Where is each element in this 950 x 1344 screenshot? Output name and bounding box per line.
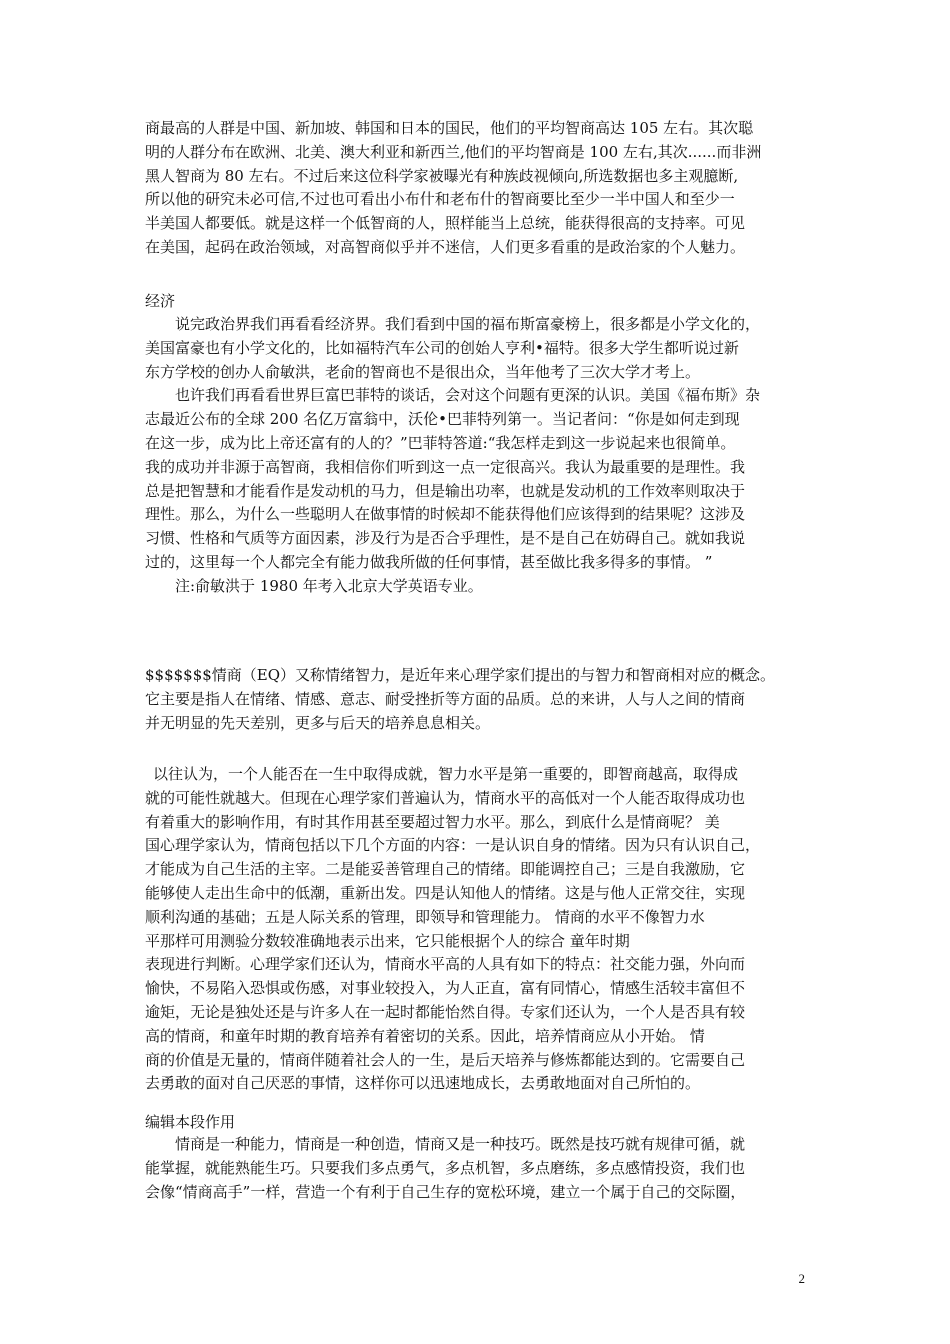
text-line: 愉快，不易陷入恐惧或伤感，对事业较投入，为人正直，富有同情心，情感生活较丰富但不: [145, 979, 746, 998]
text-line: 去勇敢的面对自己厌恶的事情，这样你可以迅速地成长，去勇敢地面对自己所怕的。: [145, 1074, 701, 1093]
text-line: 志最近公布的全球 200 名亿万富翁中，沃伦•巴菲特列第一。当记者问：“你是如何走到现: [145, 410, 740, 429]
section-heading-economy: 经济: [145, 292, 176, 310]
page-number: 2: [798, 1271, 805, 1286]
text-line: 才能成为自己生活的主宰。二是能妥善管理自己的情绪。即能调控自己；三是自我激励，它: [145, 860, 746, 879]
text-line: 逾矩，无论是独处还是与许多人在一起时都能怡然自得。专家们还认为，一个人是否具有较: [145, 1002, 746, 1021]
text-line: 以往认为，一个人能否在一生中取得成就，智力水平是第一重要的，即智商越高，取得成: [153, 765, 739, 783]
text-line: 说完政治界我们再看看经济界。我们看到中国的福布斯富豪榜上，很多都是小学文化的，: [175, 315, 761, 333]
text-line: 国心理学家认为，情商包括以下几个方面的内容：一是认识自身的情绪。因为只有认识自己，: [145, 836, 761, 855]
text-line: 理性。那么，为什么一些聪明人在做事情的时候却不能获得他们应该得到的结果呢？这涉及: [145, 505, 746, 524]
text-line: 习惯、性格和气质等方面因素，涉及行为是否合乎理性，是不是自己在妨碍自己。就如我说: [145, 529, 746, 548]
paragraph-intelligence-intro: [145, 117, 807, 260]
text-line: 它主要是指人在情绪、情感、意志、耐受挫折等方面的品质。总的来讲，人与人之间的情商: [145, 689, 746, 708]
text-line: 黑人智商为 80 左右。不过后来这位科学家被曝光有种族歧视倾向,所选数据也多主观臆断,: [145, 166, 739, 185]
text-line: 能够使人走出生命中的低潮，重新出发。四是认知他人的情绪。这是与他人正常交往，实现: [145, 883, 746, 902]
text-line: 我的成功并非源于高智商，我相信你们听到这一点一定很高兴。我认为最重要的是理性。我: [145, 457, 746, 476]
text-line: 商最高的人群是中国、新加坡、韩国和日本的国民，他们的平均智商高达 105 左右。其次聪: [145, 119, 754, 137]
text-line: 平那样可用测验分数较准确地表示出来，它只能根据个人的综合 童年时期: [145, 931, 630, 950]
text-line: 明的人群分布在欧洲、北美、澳大利亚和新西兰,他们的平均智商是 100 左右,其次......而非洲: [145, 142, 762, 161]
text-line: 总是把智慧和才能看作是发动机的马力，但是输出功率，也就是发动机的工作效率则取决于: [145, 481, 746, 500]
text-line: 顺利沟通的基础；五是人际关系的管理，即领导和管理能力。 情商的水平不像智力水: [145, 907, 705, 926]
text-line: 半美国人都要低。就是这样一个低智商的人，照样能当上总统，能获得很高的支持率。可见: [145, 214, 746, 233]
paragraph-eq-main: [145, 763, 807, 1096]
text-line: 在美国，起码在政治领域，对高智商似乎并不迷信，人们更多看重的是政治家的个人魅力。: [145, 237, 746, 256]
paragraph-eq-definition: [145, 664, 807, 735]
text-line: 表现进行判断。心理学家们还认为，情商水平高的人具有如下的特点：社交能力强，外向而: [145, 955, 746, 974]
text-line: 情商是一种能力，情商是一种创造，情商又是一种技巧。既然是技巧就有规律可循，就: [175, 1135, 746, 1153]
text-line: 所以他的研究未必可信,不过也可看出小布什和老布什的智商要比至少一半中国人和至少一: [145, 190, 735, 209]
text-line: 高的情商，和童年时期的教育培养有着密切的关系。因此，培养情商应从小开始。 情: [145, 1026, 705, 1045]
text-line: 也许我们再看看世界巨富巴菲特的谈话，会对这个问题有更深的认识。美国《福布斯》杂: [175, 386, 761, 405]
text-line: 东方学校的创办人俞敏洪，老俞的智商也不是很出众，当年他考了三次大学才考上。: [145, 362, 701, 381]
text-line: $$$$$$$情商（EQ）又称情绪智力，是近年来心理学家们提出的与智力和智商相对应的概念。: [145, 666, 776, 684]
text-line: 在这一步，成为比上帝还富有的人的？”巴菲特答道:“我怎样走到这一步说起来也很简单。: [145, 433, 736, 452]
text-line: 过的，这里每一个人都完全有能力做我所做的任何事情，甚至做比我多得多的事情。 ”: [145, 552, 713, 571]
paragraph-economy: [145, 313, 807, 599]
text-line: 商的价值是无量的，情商伴随着社会人的一生，是后天培养与修炼都能达到的。它需要自己: [145, 1050, 746, 1069]
text-line: 会像“情商高手”一样，营造一个有利于自己生存的宽松环境，建立一个属于自己的交际圈，: [145, 1182, 746, 1201]
text-line: 能掌握，就能熟能生巧。只要我们多点勇气，多点机智，多点磨练，多点感情投资，我们也: [145, 1158, 746, 1177]
text-line: 就的可能性就越大。但现在心理学家们普遍认为，情商水平的高低对一个人能否取得成功也: [145, 788, 746, 807]
text-line: 有着重大的影响作用，有时其作用甚至要超过智力水平。那么，到底什么是情商呢？ 美: [145, 812, 720, 831]
paragraph-eq-role: [145, 1133, 807, 1204]
text-line: 注:俞敏洪于 1980 年考入北京大学英语专业。: [175, 576, 483, 595]
text-line: 并无明显的先天差别，更多与后天的培养息息相关。: [145, 713, 491, 732]
section-heading-edit: 编辑本段作用: [145, 1113, 236, 1131]
text-line: 美国富豪也有小学文化的，比如福特汽车公司的创始人亨利•福特。很多大学生都听说过新: [145, 338, 739, 357]
